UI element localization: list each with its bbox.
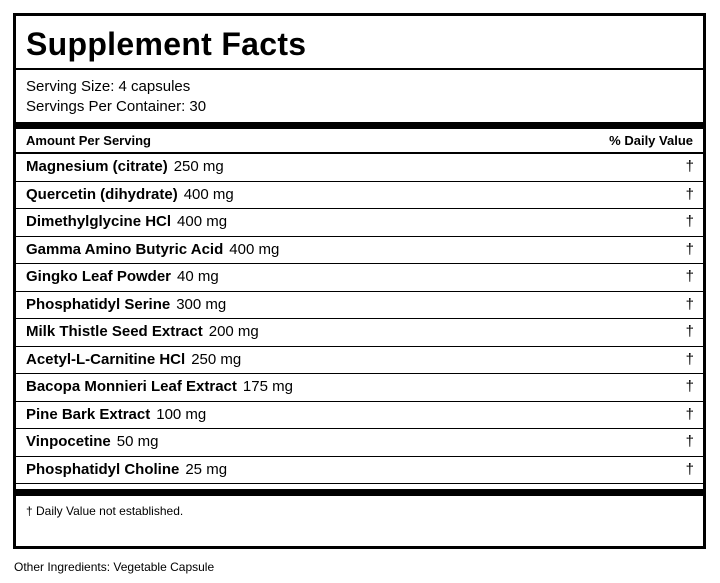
ingredient-name: Acetyl-L-Carnitine HCl bbox=[26, 350, 186, 368]
supplement-facts-panel bbox=[13, 13, 706, 549]
thick-divider-top bbox=[16, 122, 703, 129]
servings-per-container: Servings Per Container: 30 bbox=[26, 98, 207, 115]
ingredient-name: Phosphatidyl Choline bbox=[26, 460, 180, 478]
other-ingredients: Other Ingredients: Vegetable Capsule bbox=[14, 560, 215, 574]
ingredient-row bbox=[16, 457, 703, 485]
daily-value-dagger: † bbox=[685, 350, 694, 368]
title-divider bbox=[16, 68, 703, 70]
ingredient-amount: 25 mg bbox=[185, 460, 228, 478]
daily-value-dagger: † bbox=[685, 378, 694, 395]
daily-value-dagger: † bbox=[685, 433, 694, 450]
footnote: † Daily Value not established. bbox=[26, 504, 184, 518]
daily-value-dagger: † bbox=[685, 213, 694, 230]
daily-value-dagger: † bbox=[685, 185, 694, 203]
ingredient-amount: 175 mg bbox=[242, 378, 293, 395]
ingredient-name: Vinpocetine bbox=[26, 433, 111, 450]
ingredient-amount: 400 mg bbox=[229, 240, 280, 258]
ingredient-row bbox=[16, 374, 703, 402]
ingredient-row bbox=[16, 429, 703, 457]
ingredient-amount: 300 mg bbox=[176, 295, 227, 313]
daily-value-dagger: † bbox=[685, 295, 694, 313]
ingredient-amount: 400 mg bbox=[177, 213, 228, 230]
serving-size: Serving Size: 4 capsules bbox=[26, 78, 191, 95]
ingredient-entry bbox=[26, 213, 227, 231]
ingredient-entry bbox=[26, 268, 219, 286]
ingredient-row bbox=[16, 292, 703, 320]
ingredient-amount: 200 mg bbox=[208, 323, 259, 340]
daily-value-dagger: † bbox=[685, 323, 694, 340]
thick-divider-bottom bbox=[16, 489, 703, 496]
ingredient-name: Phosphatidyl Serine bbox=[26, 295, 171, 313]
ingredient-entry bbox=[26, 158, 224, 176]
ingredient-row bbox=[16, 264, 703, 292]
ingredient-entry bbox=[26, 378, 293, 396]
ingredient-name: Gamma Amino Butyric Acid bbox=[26, 240, 224, 258]
daily-value-dagger: † bbox=[685, 158, 694, 175]
ingredient-amount: 100 mg bbox=[156, 405, 207, 423]
ingredient-amount: 250 mg bbox=[191, 350, 242, 368]
ingredient-name: Gingko Leaf Powder bbox=[26, 268, 172, 285]
panel-title: Supplement Facts bbox=[26, 26, 307, 62]
ingredient-row bbox=[16, 347, 703, 375]
daily-value-dagger: † bbox=[685, 405, 694, 423]
daily-value-dagger: † bbox=[685, 268, 694, 285]
daily-value-header: % Daily Value bbox=[609, 133, 693, 148]
daily-value-dagger: † bbox=[685, 460, 694, 478]
ingredient-entry bbox=[26, 351, 241, 369]
ingredient-amount: 40 mg bbox=[177, 268, 219, 285]
ingredient-entry bbox=[26, 323, 259, 341]
ingredient-entry bbox=[26, 296, 226, 314]
ingredient-row bbox=[16, 182, 703, 210]
ingredient-amount: 250 mg bbox=[173, 158, 224, 175]
ingredient-entry bbox=[26, 461, 227, 479]
ingredient-entry bbox=[26, 241, 279, 259]
ingredient-entry bbox=[26, 406, 206, 424]
ingredient-name: Quercetin (dihydrate) bbox=[26, 185, 178, 203]
ingredient-entry bbox=[26, 433, 158, 451]
ingredient-name: Milk Thistle Seed Extract bbox=[26, 323, 203, 340]
ingredient-name: Dimethylglycine HCl bbox=[26, 213, 172, 230]
ingredient-row bbox=[16, 237, 703, 265]
daily-value-dagger: † bbox=[685, 240, 694, 258]
ingredient-amount: 400 mg bbox=[183, 185, 234, 203]
ingredient-name: Pine Bark Extract bbox=[26, 405, 151, 423]
ingredient-row bbox=[16, 154, 703, 182]
ingredient-name: Magnesium (citrate) bbox=[26, 158, 168, 175]
ingredient-name: Bacopa Monnieri Leaf Extract bbox=[26, 378, 237, 395]
ingredient-entry bbox=[26, 186, 234, 204]
ingredient-amount: 50 mg bbox=[116, 433, 159, 450]
ingredient-row bbox=[16, 402, 703, 430]
ingredient-row bbox=[16, 209, 703, 237]
amount-per-serving-header: Amount Per Serving bbox=[26, 133, 151, 148]
ingredient-row bbox=[16, 319, 703, 347]
